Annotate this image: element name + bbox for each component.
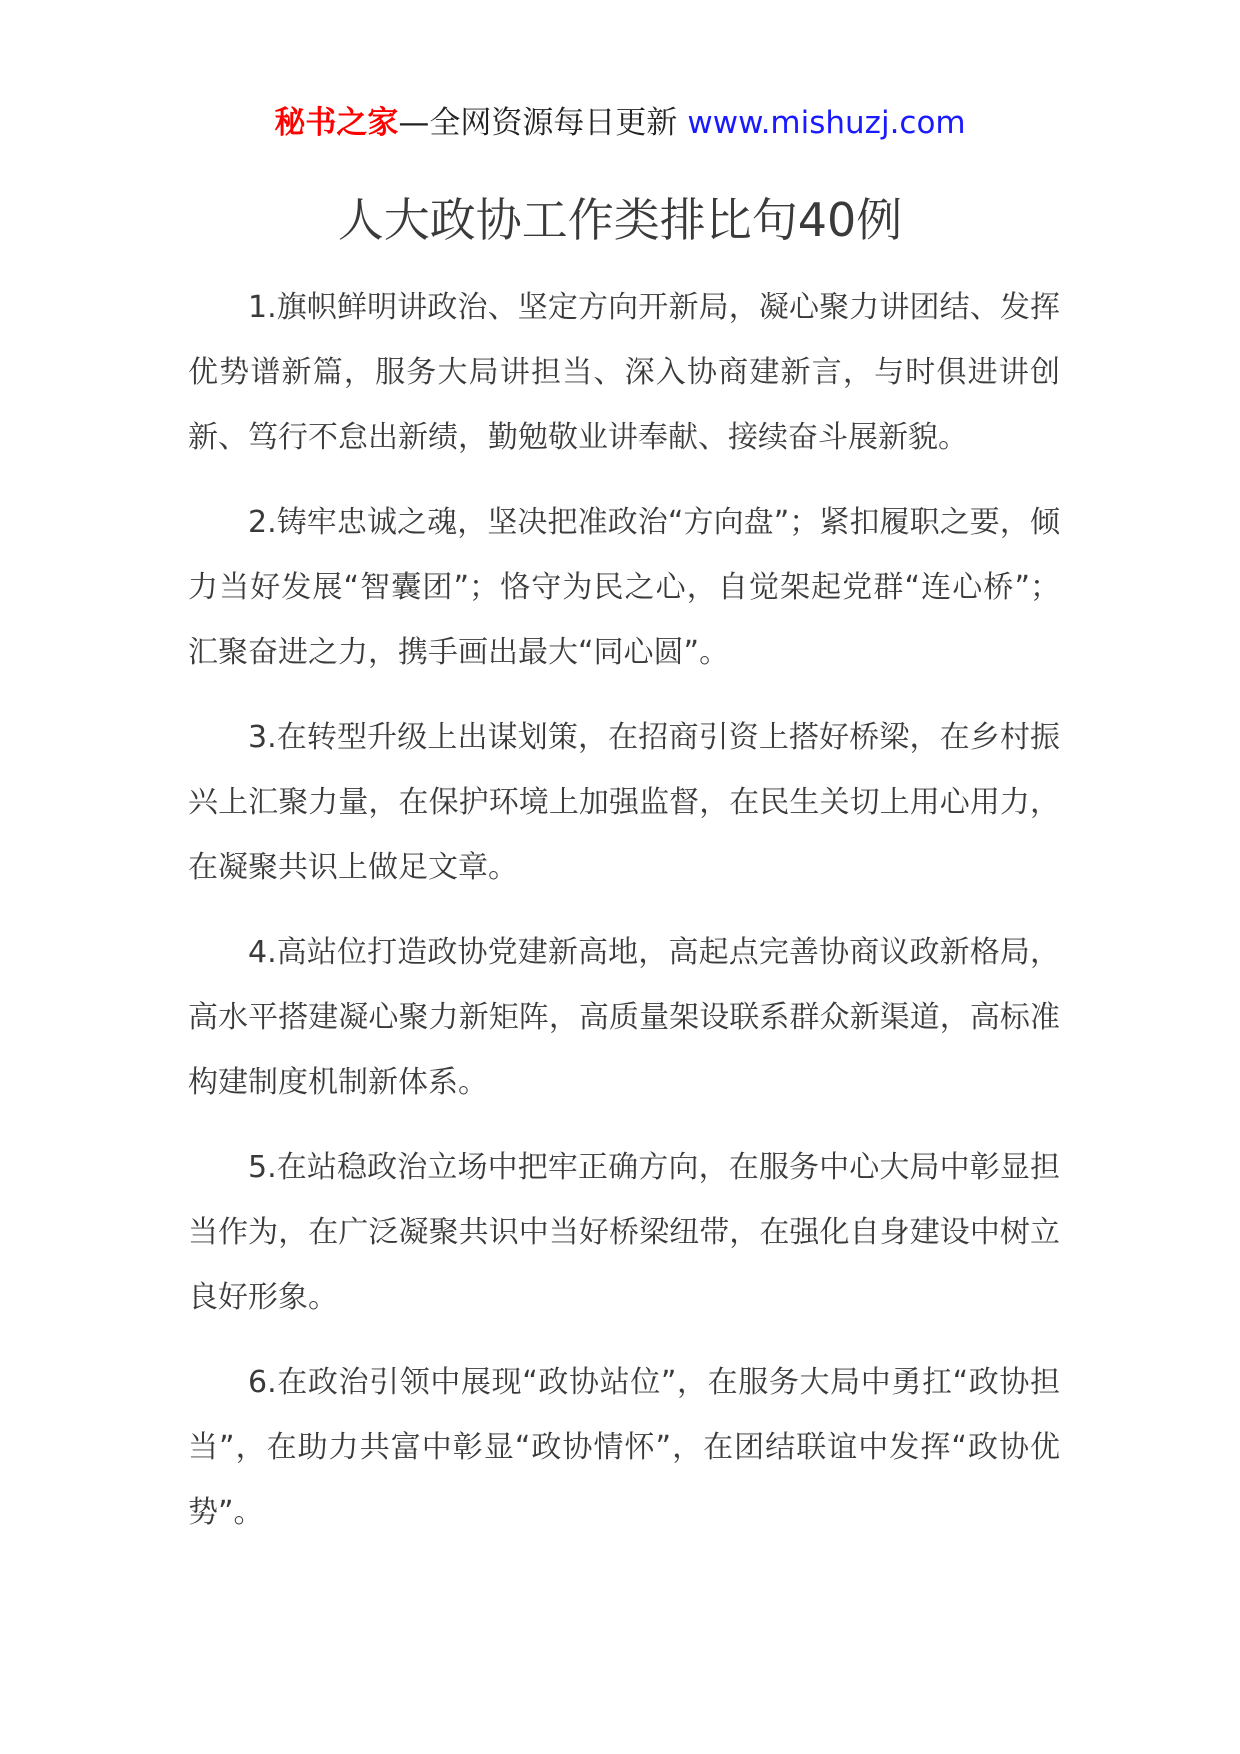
- paragraph: 4.高站位打造政协党建新高地，高起点完善协商议政新格局，高水平搭建凝心聚力新矩阵，高质量架设联系群众新渠道，高标准构建制度机制新体系。: [188, 935, 1060, 1100]
- paragraph: 2.铸牢忠诚之魂，坚决把准政治“方向盘”；紧扣履职之要，倾力当好发展“智囊团”；恪守为民之心，自觉架起党群“连心桥”；汇聚奋进之力，携手画出最大“同心圆”。: [188, 505, 1060, 670]
- site-header: [0, 100, 1240, 146]
- document-title: 人大政协工作类排比句40例: [337, 193, 903, 247]
- header-slogan: —全网资源每日更新: [398, 105, 678, 141]
- paragraph: 1.旗帜鲜明讲政治、坚定方向开新局，凝心聚力讲团结、发挥优势谱新篇，服务大局讲担当、深入协商建新言，与时俱进讲创新、笃行不怠出新绩，勤勉敬业讲奉献、接续奋斗展新貌。: [188, 290, 1060, 455]
- paragraph: 3.在转型升级上出谋划策，在招商引资上搭好桥梁，在乡村振兴上汇聚力量，在保护环境上加强监督，在民生关切上用心用力，在凝聚共识上做足文章。: [188, 720, 1060, 885]
- document-body: [188, 275, 1060, 1565]
- paragraph: 6.在政治引领中展现“政协站位”，在服务大局中勇扛“政协担当”，在助力共富中彰显“政协情怀”，在团结联谊中发挥“政协优势”。: [188, 1365, 1060, 1530]
- brand-name: 秘书之家: [274, 105, 399, 141]
- paragraph: 5.在站稳政治立场中把牢正确方向，在服务中心大局中彰显担当作为，在广泛凝聚共识中当好桥梁纽带，在强化自身建设中树立良好形象。: [188, 1150, 1060, 1315]
- site-url-link[interactable]: www.mishuzj.com: [687, 105, 966, 141]
